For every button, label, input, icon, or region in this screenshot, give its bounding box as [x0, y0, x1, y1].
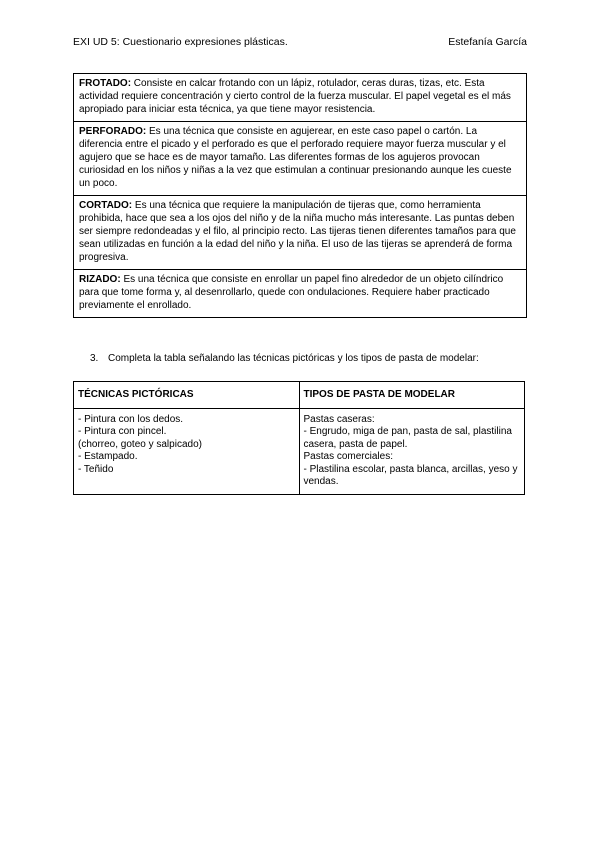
question-text: Completa la tabla señalando las técnicas pictóricas y los tipos de pasta de modelar: — [108, 353, 479, 364]
technique-term: FROTADO: — [79, 78, 132, 89]
technique-row — [74, 74, 526, 122]
techniques-cell — [74, 408, 300, 494]
list-item: Pastas comerciales: — [303, 451, 393, 462]
header-techniques: TÉCNICAS PICTÓRICAS — [74, 382, 300, 409]
technique-term: PERFORADO: — [79, 126, 147, 137]
technique-term: RIZADO: — [79, 274, 121, 285]
list-item: (chorreo, goteo y salpicado) — [78, 438, 202, 450]
technique-description: Consiste en calcar frotando con un lápiz, rotulador, ceras duras, tizas, etc. Esta actividad requiere concentración y cierto control de la fuerza muscular. El papel vegetal es el más apropiado para iniciar esta técnica, ya que tiene mayor resistencia. — [79, 78, 511, 115]
page-header — [73, 36, 527, 48]
author-name: Estefanía García — [448, 36, 527, 48]
list-item: - Estampado. — [78, 451, 138, 462]
answer-table — [73, 381, 525, 495]
table-header-row — [74, 382, 525, 409]
list-item: - Engrudo, miga de pan, pasta de sal, plastilina casera, pasta de papel. — [303, 426, 512, 450]
list-item: - Plastilina escolar, pasta blanca, arcillas, yeso y vendas. — [303, 463, 518, 487]
document-title: EXI UD 5: Cuestionario expresiones plásticas. — [73, 36, 288, 48]
technique-term: CORTADO: — [79, 200, 133, 211]
question-3 — [90, 353, 479, 364]
question-number: 3. — [90, 353, 99, 364]
list-item: - Pintura con los dedos. — [78, 413, 184, 425]
technique-row — [74, 270, 526, 317]
technique-description: Es una técnica que consiste en enrollar un papel fino alrededor de un objeto cilíndrico para que tome forma y, al desenrollarlo, quede con ondulaciones. Requiere haber practicado previamente el enrollado. — [79, 274, 504, 311]
techniques-definitions-table — [73, 73, 527, 318]
technique-description: Es una técnica que consiste en agujerear, en este caso papel o cartón. La diferencia entre el picado y el perforado es que el perforado requiere mayor fuerza muscular y el agujero que se hace es de mayor tamaño. Las diferentes formas de los agujeros provocan curiosidad en los niños y niñas a la vez que estimulan a continuar presionando aunque les cueste un poco. — [79, 126, 512, 189]
list-item: Pastas caseras: — [303, 413, 375, 425]
list-item: - Pintura con pincel. — [78, 426, 167, 437]
table-row — [74, 408, 525, 494]
technique-row — [74, 122, 526, 196]
list-item: - Teñido — [78, 463, 114, 475]
technique-row — [74, 196, 526, 270]
technique-description: Es una técnica que requiere la manipulación de tijeras que, como herramienta prohibida, hace que sea a los ojos del niño y de la niña mucho más interesante. Las puntas deben ser siempre redondeadas y el filo, al principio recto. Las tijeras tienen diferentes tamaños para que sean utilizadas en función a la edad del niño y la niña. El uso de las tijeras se aprenderá de forma progresiva. — [79, 200, 516, 263]
header-pastes: TIPOS DE PASTA DE MODELAR — [299, 382, 525, 409]
pastes-cell — [299, 408, 525, 494]
